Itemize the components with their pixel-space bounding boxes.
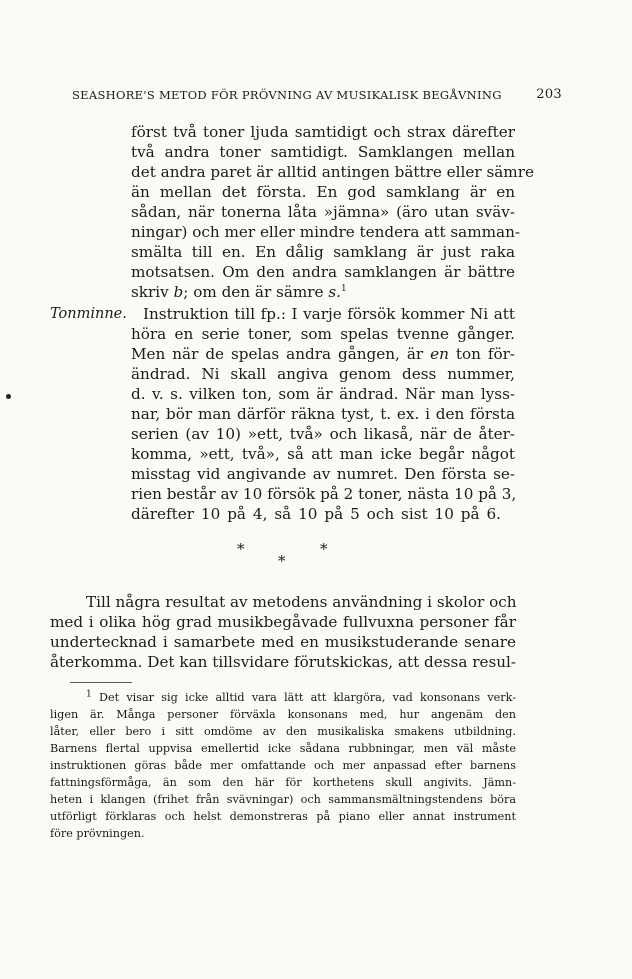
footnote-rule xyxy=(70,682,132,683)
footnote-line-5: instruktionen göras både mer omfattande och mer anpassad efter barnens xyxy=(50,759,516,772)
section-star-1: * xyxy=(237,540,245,558)
tonminne-line-6: nar, bör man därför räkna tyst, t. ex. i den första xyxy=(131,405,515,423)
tonminne-line-8: komma, »ett, två», så att man icke begår något xyxy=(131,445,515,463)
tonminne-line-7: serien (av 10) »ett, två» och likaså, när de åter- xyxy=(131,425,515,443)
para1-line-2: två andra toner samtidigt. Samklangen mellan xyxy=(131,143,515,161)
footnote-line-9: före prövningen. xyxy=(50,827,145,840)
para1-line-1: först två toner ljuda samtidigt och strax därefter xyxy=(131,123,515,141)
footnote-line-1: $^1$ Det visar sig icke alltid vara lätt att klargöra, vad konsonans verk- xyxy=(86,689,516,704)
tonminne-line-5: d. v. s. vilken ton, som är ändrad. När man lyss- xyxy=(131,385,515,403)
footnote-line-4: Barnens flertal uppvisa emellertid icke sådana rubbningar, men väl måste xyxy=(50,742,516,755)
para2-line-3: undertecknad i samarbete med en musikstuderande senare xyxy=(50,633,516,651)
section-star-2: * xyxy=(278,552,286,570)
running-title: SEASHORE'S METOD FÖR PRÖVNING AV MUSIKALISK BEGÅVNING xyxy=(72,88,502,102)
footnote-line-7: heten i klangen (frihet från svävningar) och sammansmältningstendens böra xyxy=(50,793,516,806)
margin-dot xyxy=(6,394,11,399)
tonminne-line-2: höra en serie toner, som spelas tvenne gånger. xyxy=(131,325,515,343)
footnote-line-3: låter, eller bero i sitt omdöme av den musikaliska smakens utbildning. xyxy=(50,725,516,738)
tonminne-line-4: ändrad. Ni skall angiva genom dess nummer, xyxy=(131,365,515,383)
para2-line-2: med i olika hög grad musikbegåvade fullvuxna personer får xyxy=(50,613,516,631)
footnote-line-8: utförligt förklaras och helst demonstreras på piano eller annat instrument xyxy=(50,810,516,823)
footnote-line-2: ligen är. Många personer förväxla konsonans med, hur angenäm den xyxy=(50,708,516,721)
para1-line-8: motsatsen. Om den andra samklangen är bättre xyxy=(131,263,515,281)
para1-line-6: ningar) och mer eller mindre tendera att samman- xyxy=(131,223,520,241)
para1-line-3: det andra paret är alltid antingen bättre eller sämre xyxy=(131,163,534,181)
section-star-3: * xyxy=(320,540,328,558)
para2-line-4: återkomma. Det kan tillsvidare förutskickas, att dessa resul- xyxy=(50,653,517,671)
para1-line-7: smälta till en. En dålig samklang är just raka xyxy=(131,243,515,261)
tonminne-line-11: därefter 10 på 4, så 10 på 5 och sist 10 på 6. xyxy=(131,505,501,523)
tonminne-line-3: Men när de spelas andra gången, är en ton för- xyxy=(131,345,515,363)
para2-line-1: Till några resultat av metodens användning i skolor och xyxy=(86,593,517,611)
tonminne-line-10: rien består av 10 försök på 2 toner, nästa 10 på 3, xyxy=(131,485,517,503)
tonminne-line-1: Instruktion till fp.: I varje försök kommer Ni att xyxy=(143,305,515,323)
footnote-marker: 1 xyxy=(341,283,347,294)
footnote-line-6: fattningsförmåga, än som den här för korthetens skull angivits. Jämn- xyxy=(50,776,516,789)
footnote-number: 1 xyxy=(86,689,92,700)
para1-line-9: skriv b; om den är sämre s.$^1$ xyxy=(131,283,347,301)
running-header xyxy=(72,88,562,102)
margin-label-tonminne: Tonminne. xyxy=(50,306,127,322)
tonminne-line-9: misstag vid angivande av numret. Den första se- xyxy=(131,465,515,483)
page-number: 203 xyxy=(536,87,562,102)
para1-line-5: sådan, när tonerna låta »jämna» (äro utan sväv- xyxy=(131,203,515,221)
para1-line-4: än mellan det första. En god samklang är en xyxy=(131,183,515,201)
